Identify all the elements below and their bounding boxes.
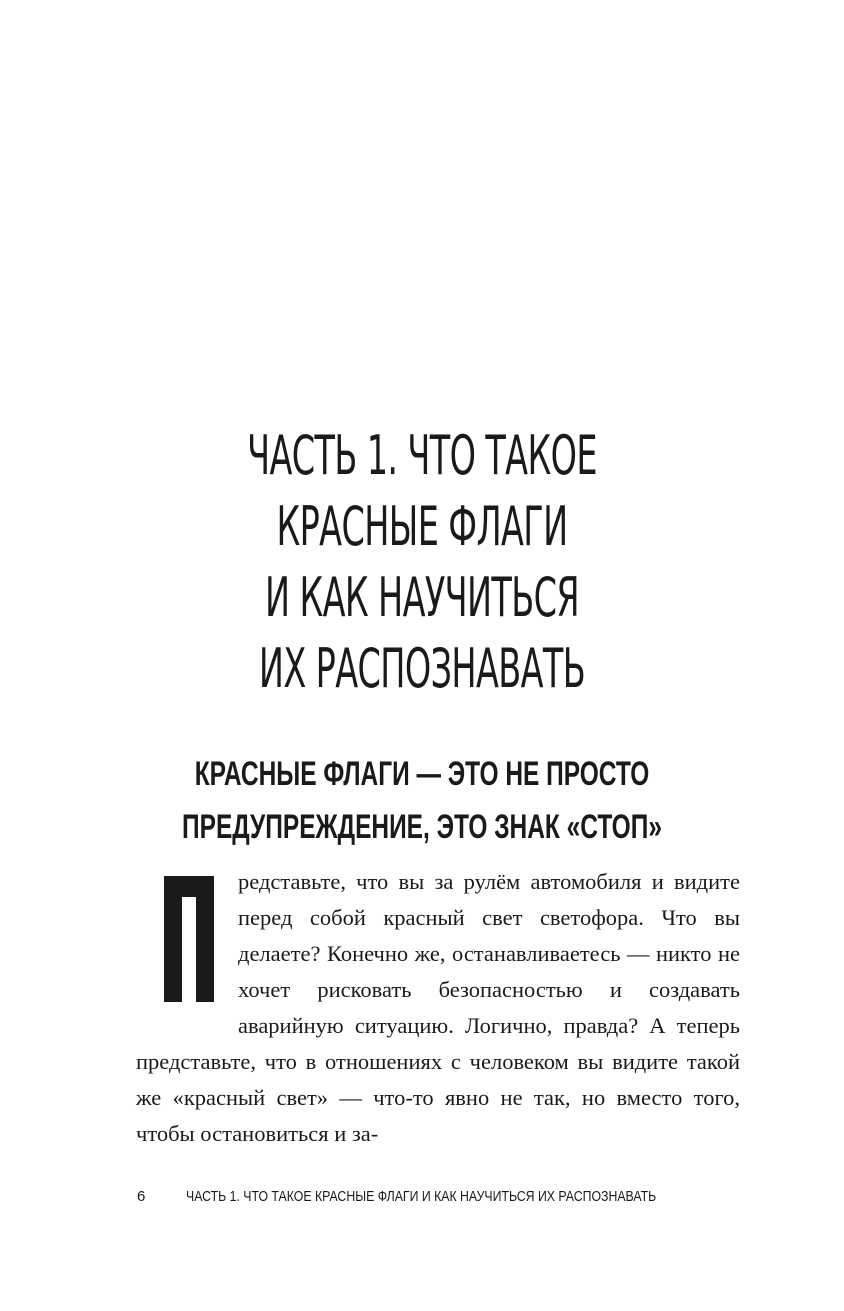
part-title [160, 420, 683, 704]
running-head: ЧАСТЬ 1. ЧТО ТАКОЕ КРАСНЫЕ ФЛАГИ И КАК НАУЧИТЬСЯ ИХ РАСПОЗНАВАТЬ [186, 1188, 657, 1205]
part-title-line: И КАК НАУЧИТЬСЯ [264, 566, 580, 630]
part-title-line: ИХ РАСПОЗНАВАТЬ [258, 637, 586, 701]
paragraph-text: редставьте, что вы за рулём автомобиля и видите перед собой красный свет светофора. Что вы делаете? Конечно же, останавливаетесь — никто не хочет рисковать безопасностью и создавать аварийную ситуацию. Логично, правда? А теперь представьте, что в отношениях с человеком вы видите такой же «красный свет» — что-то явно не так, но вместо того, чтобы остановиться и за- [136, 869, 740, 1146]
section-title-line: КРАСНЫЕ ФЛАГИ — ЭТО НЕ ПРОСТО [194, 755, 650, 794]
page-number: 6 [137, 1188, 146, 1205]
drop-cap-right-stroke [196, 876, 214, 1002]
part-title-line: КРАСНЫЕ ФЛАГИ [276, 495, 568, 559]
drop-cap [164, 876, 224, 1012]
drop-cap-left-stroke [164, 876, 182, 1002]
section-title-line: ПРЕДУПРЕЖДЕНИЕ, ЭТО ЗНАК «СТОП» [182, 808, 662, 847]
section-title [118, 748, 726, 854]
page-footer [0, 1186, 844, 1210]
body-paragraph [136, 864, 740, 1152]
part-title-line: ЧАСТЬ 1. ЧТО ТАКОЕ [247, 424, 597, 488]
